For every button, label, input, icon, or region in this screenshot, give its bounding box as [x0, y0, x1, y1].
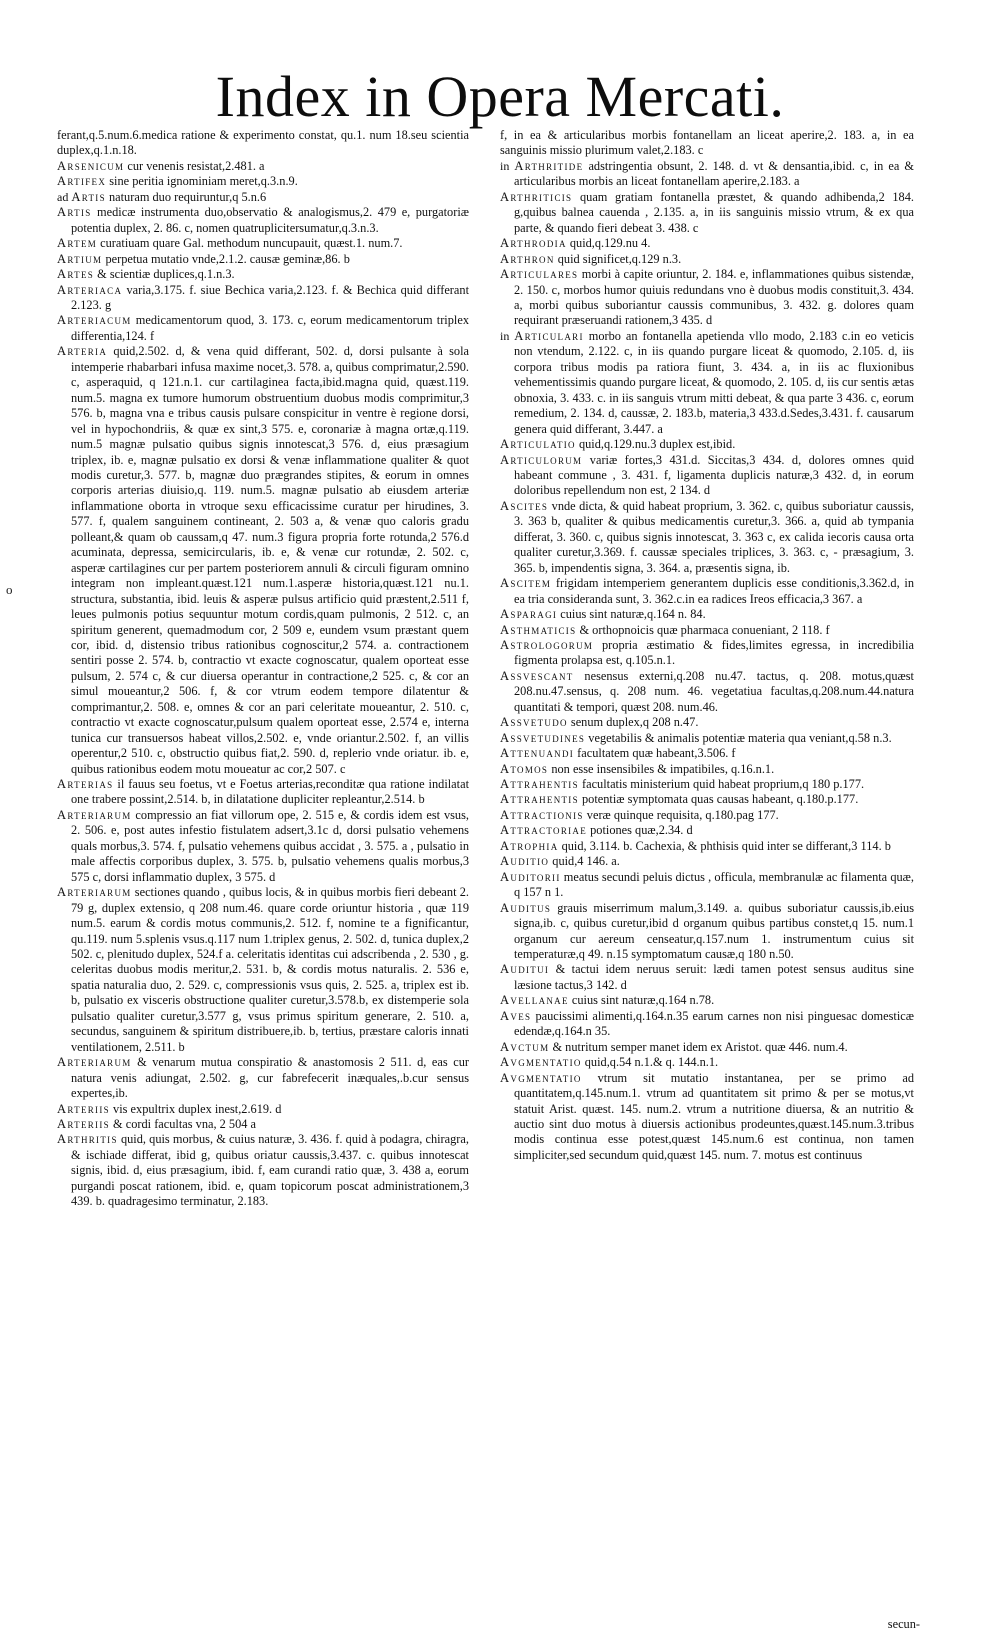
index-entry-rest: il fauus seu foetus, vt e Foetus arterias,reconditæ qua ratione indilatat one trabere possint,2.514. b, in dilatatione dupliciter repleantur,2.514. b — [71, 777, 469, 807]
index-entry-rest: variæ fortes,3 431.d. Siccitas,3 434. d, dolores omnes quid habeant commune , 3. 431. f, ligamenta duplicis naturæ,3 432. d, in eorum doloribus repellendum non est, 2 134. d — [514, 452, 914, 498]
index-entry — [500, 190, 914, 236]
index-entry-lemma: Asthmaticis — [500, 622, 577, 637]
index-entry-lemma: Attenuandi — [500, 746, 575, 761]
index-entry-lemma: Assvetudines — [500, 730, 586, 745]
index-column-right — [500, 128, 914, 1618]
index-entry-lemma: Atrophia — [500, 838, 559, 853]
index-entry-rest: vis expultrix duplex inest,2.619. d — [109, 1101, 282, 1116]
index-entry — [500, 823, 914, 838]
index-entry — [57, 1132, 469, 1209]
index-entry — [57, 1055, 469, 1101]
index-entry-rest: quid,q.54 n.1.& q. 144.n.1. — [581, 1055, 719, 1070]
index-entry — [57, 344, 469, 777]
index-entry-rest: sine peritia ignominiam meret,q.3.n.9. — [106, 174, 298, 189]
index-entry-rest: ferant,q.5.num.6.medica ratione & experimento constat, qu.1. num 18.seu scientia duplex,q.1.n.18. — [57, 128, 469, 158]
index-entry-rest: morbi à capite oriuntur, 2. 184. e, inflammationes quibus sistendæ, 2. 150. c, morbos humor quiuis redundans vno è duobus modis constituit,3. 434. a, morbi quibus suboriantur caussis communibus, 3. 432. g. dolores quam requirant præseruandi rationem,3 435. d — [514, 267, 914, 328]
index-entry-lemma: Arteria — [57, 344, 108, 359]
index-entry-pre: in — [500, 328, 515, 343]
index-entry-rest: & tactui idem neruus seruit: lædi tamen potest sensus auditus sine læsione tactus,3 142. d — [514, 962, 914, 992]
index-entry — [57, 267, 469, 282]
index-entry-lemma: Arthritis — [57, 1132, 118, 1147]
index-entry-rest: quam gratiam fontanella præstet, & quando adhibenda,2 184. g,quibus balnea cauenda , 2.135. a, in iis sanguinis missio vtrum, & ex qua parte, & quando fieri debeat 3. 438. c — [514, 189, 914, 235]
index-entry-rest: f, in ea & articularibus morbis fontanellam an liceat aperire,2. 183. a, in ea sanguinis missio plurimum valet,2.183. c — [500, 128, 914, 158]
index-entry-lemma: Attrahentis — [500, 792, 579, 807]
index-entry — [500, 854, 914, 869]
page-title: Index in Opera Mercati. — [215, 64, 785, 129]
index-entry — [57, 313, 469, 344]
index-entry-lemma: Articulorum — [500, 452, 583, 467]
index-entry — [500, 1055, 914, 1070]
index-entry-rest: perpetua mutatio vnde,2.1.2. causæ geminæ,86. b — [102, 251, 350, 266]
index-entry — [500, 236, 914, 251]
index-entry-rest: quid,2.502. d, & vena quid differant, 502. d, dorsi pulsante à sola intemperie rhabarbari infusa maxime nocet,3. 578. a, quibus comprimatur,2.590. c, asperaquid, q 121.n.1. cur cartilaginea facta,ibid.magna quid, quæst.119. num.5. magna ex tumore humorum obstruentium duobus modis comprimitur,3 576. b, magna vna e tribus causis pulsare conspicitur in ventre è regione dorsi, vel in hypochondriis, & quæ ex sint,3 575. e, coronariæ à magna ortæ,q.119. num.5 magnæ pulsatio quibus signis innotescat,3 576. d, eius præsagium triplex, ib. e, magnæ pulsatio ex dorsi & venæ inflammatione qualiter & quot modis curetur,3. 577. b, magnæ duo prægrandes stipites, & eorum in omnes corporis arterias diuisio,q. 119. num.5. magnæ pulsatio ab eiusdem arteriæ inflammatione oborta in vtroque sexu efficacissime curatur per hirudines, 3. 577. f, qualem sanguinem contineant, 2. 503 a, & venæ quo caloris gradu polleant,& quam ob caussam,q 47. num.3 figura propria forte rotunda,2 576.d acuminata, depressa, semicircularis, ib. e, & venæ cur rotundæ, 2. 502. c, asperæ cartilagines cur per partem posteriorem annuli & circuli figuram omnino integram non impleant.quæst.121 num.1.asperæ historia,quæst.121 nu.1. structura, substantia, ibid. leuis & asperæ pulsus artificio quid præstent,2.511 f, leues pulmonis potius sequuntur motum cordis,quam pulmonis, 2 512. c, an spiritum generent, quemadmodum cor, 2 509 e, eundem vsum præstant quem cor, ibid. d, distensio tribus rationibus cognoscitur,2 574. a. contractionem sentiri posse 2. 574. b, contractio vt exacte cognoscatur, qualem oporteat esse pulsum, 2. 574 c, & cur diuersa operantur in contractione,2 525. c, & cor an simul moueantur,2 506. f, & cor vtrum eodem tempore dilatentur & comprimantur,2. 508. e, omnes & cor an pari celeritate moueantur, 2. 510. c, contractio vt exacte cognoscatur,pulsum qualem oporteat esse, 2.574 e, interna tunica cur transuersos habeat villos,2.502. e, vnde oriantur.2.502. f, an villis operentur,2 510. c, obstructio quibus fiat,2. 590. d, replerio vnde oriatur. ib. e, quibus rationibus eodem motu moueatur ac cor,2 507. c — [71, 344, 469, 776]
index-entry-lemma: Articulatio — [500, 437, 576, 452]
index-entry — [500, 329, 914, 437]
index-entry — [57, 1102, 469, 1117]
index-entry — [57, 1117, 469, 1132]
index-entry — [500, 128, 914, 159]
index-entry-lemma: Arteriis — [57, 1101, 110, 1116]
index-entry-lemma: Ascites — [500, 498, 549, 513]
index-entry-lemma: Arteriis — [57, 1117, 110, 1131]
index-entry — [57, 190, 469, 205]
index-entry-rest: quid significet,q.129 n.3. — [554, 251, 682, 266]
index-entry-rest: vnde dicta, & quid habeat proprium, 3. 362. c, quibus suboriatur caussis, 3. 363 b, qualiter & quibus medicamentis curetur,3. 366. a, quid ab tympania differat, 3. 360. c, quibus signis innotescat, 3. 363 c, ex calida iecoris causa orta qualiter curetur,3.369. f. caussæ speciales triplices, 3. 363. c, - præsagium, 3. 365. b, impendentis signa, 3. 364. a, præsentis signa, ib. — [514, 498, 914, 575]
index-entry — [57, 174, 469, 189]
index-entry-lemma: Avctum — [500, 1039, 550, 1054]
index-entry-rest: compressio an fiat villorum ope, 2. 515 e, & cordis idem est vsus, 2. 506. e, post autes infestio fistulatem adsert,3.1c d, dorsi pulsatio vehemens quals morbus,3. 574. f, pulsatio vehemens quibus accidat , 3. 575. a , pulsatio in male affectis corporibus duplex, 3. 575. b, pulsatio vehemens qualis morbus,3 575 c, dorsi inflammatio duplex, 3 575. d — [71, 807, 469, 884]
index-entry-rest: quid, 3.114. b. Cachexia, & phthisis quid inter se differant,3 114. b — [558, 838, 891, 853]
index-entry-lemma: Auditorii — [500, 869, 561, 884]
index-entry-lemma: Arteriarum — [57, 1055, 132, 1070]
index-entry-lemma: Assvescant — [500, 668, 574, 683]
index-entry — [500, 731, 914, 746]
index-entry — [500, 1040, 914, 1055]
index-entry-lemma: Attractoriae — [500, 823, 588, 838]
index-entry — [57, 777, 469, 808]
index-entry-rest: & nutritum semper manet idem ex Aristot. quæ 446. num.4. — [549, 1039, 848, 1054]
index-entry-lemma: Articulares — [500, 267, 579, 282]
index-entry-lemma: Astrologorum — [500, 637, 594, 652]
index-entry-lemma: Artium — [57, 251, 103, 266]
margin-mark: o — [6, 582, 13, 597]
index-entry-rest: frigidam intemperiem generantem duplicis esse conditionis,3.362.d, in ea tria consideranda sunt, 3. 362.c.in ea radices Ireos efficacia,3 367. a — [514, 576, 914, 606]
index-entry-lemma: Atomos — [500, 761, 549, 776]
index-entry — [57, 236, 469, 251]
index-entry-lemma: Arteriaca — [57, 282, 123, 297]
index-column-left — [57, 128, 469, 1618]
index-entry — [500, 808, 914, 823]
index-entry — [500, 638, 914, 669]
index-entry — [500, 870, 914, 901]
index-entry-rest: facultatis ministerium quid habeat proprium,q 180 p.177. — [578, 777, 865, 792]
index-entry — [57, 159, 469, 174]
index-entry-rest: veræ quinque requisita, q.180.pag 177. — [583, 807, 779, 822]
index-entry-rest: varia,3.175. f. siue Bechica varia,2.123. f. & Bechica quid differant 2.123. g — [71, 282, 469, 312]
index-entry-lemma: Avellanae — [500, 993, 569, 1008]
index-entry — [500, 746, 914, 761]
index-entry-rest: quid,q.129.nu.3 duplex est,ibid. — [575, 437, 736, 452]
index-entry-rest: quid, quis morbus, & cuius naturæ, 3. 436. f. quid à podagra, chiragra, & ischiade differat, ibid g, quibus oriatur caussis,3.437. c. quibus innotescat signis, ibid. d, eius præsagium, ibid. f, eam curandi ratio quæ, 3. 438 a, eorum purgandi poscat rationem, ibid. e, quam topicorum poscat administrationem,3 439. b. quadragesimo terminatur, 2.183. — [71, 1132, 469, 1209]
index-entry-lemma: Avgmentatio — [500, 1070, 582, 1085]
index-entry-lemma: Auditus — [500, 900, 552, 915]
index-entry — [57, 283, 469, 314]
index-entry — [57, 128, 469, 159]
index-entry-lemma: Attractionis — [500, 807, 584, 822]
index-entry-lemma: Auditio — [500, 854, 550, 869]
index-entry-rest: sectiones quando , quibus locis, & in quibus morbis fieri debeant 2. 79 g, duplex extensio, q 208 num.46. quare corde oriuntur historia , quæ 119 num.5. earum & cordis motus communis,2. 512. f, nomine te a fignificantur, qu.119. num 5.splenis vsus.q.117 num 1.triplex genus, 2. 502. d, tunica duplex,2 502. c, plenitudo duplex, 524.f a. celeritatis identitas cui adscribenda , 2. 530 , g. celeritas duobus modis meritur,2. 531. b, & cordis motus naturalis. 2. 536 e, spatia naturalia duo, 2. 529. c, compressionis vsus quis, 2. 525. a, triplex est ib. b, pulsatio ex visceris obstructione qualiter curetur,3.578.b, ex distemperie sola pulsatio qualiter curetur,3.577 g, vsus primus spiritum generare, 2. 510. a, secundus, sanguinem & spiritum distribuere,ib. b, tertius, præstare caloris innati ventilationem, 2.511. b — [71, 885, 469, 1054]
index-entry-lemma: Aves — [500, 1008, 532, 1023]
index-entry-rest: cuius sint naturæ,q.164 n.78. — [568, 993, 715, 1008]
index-entry — [500, 607, 914, 622]
index-entry — [500, 252, 914, 267]
index-entry — [57, 885, 469, 1055]
index-entry-lemma: Arthron — [500, 251, 555, 266]
index-entry-lemma: Arthritide — [514, 158, 584, 173]
index-entry-lemma: Artem — [57, 236, 98, 251]
index-entry — [57, 252, 469, 267]
index-entry — [500, 962, 914, 993]
index-entry — [500, 267, 914, 329]
index-entry-rest: potiones quæ,2.34. d — [587, 823, 693, 838]
index-entry-lemma: Arteriacum — [57, 313, 132, 328]
index-entry-lemma: Articulari — [514, 328, 584, 343]
index-entry-rest: adstringentia obsunt, 2. 148. d. vt & densantia,ibid. c, in ea & articularibus morbis an liceat fontanellam aperire,2.183. a — [514, 158, 914, 189]
index-entry-rest: quid,4 146. a. — [549, 854, 620, 869]
index-entry-lemma: Artis — [57, 205, 92, 220]
index-entry-lemma: Attrahentis — [500, 777, 579, 792]
index-entry — [500, 993, 914, 1008]
index-entry — [500, 901, 914, 963]
index-entry-rest: medicamentorum quod, 3. 173. c, eorum medicamentorum triplex differentia,124. f — [71, 313, 469, 343]
index-entry-lemma: Avgmentatio — [500, 1055, 582, 1070]
index-entry — [500, 762, 914, 777]
index-entry — [500, 839, 914, 854]
index-entry — [57, 205, 469, 236]
index-entry-rest: & cordi facultas vna, 2 504 a — [109, 1117, 256, 1131]
index-entry-rest: cuius sint naturæ,q.164 n. 84. — [557, 607, 706, 622]
index-entry — [500, 1009, 914, 1040]
index-entry-rest: vtrum sit mutatio instantanea, per se primo ad quantitatem,q.145.num.1. vtrum ad quantitatem sit primo & per se motus,vt statuit Arist. quæst. 145. num.2. vtrum a nutritione diuersa, & an nutritio & auctio sint duo motus à diuersis actionibus prodeuntes,quæst.145.num.3.tribus modis continua esse potest,quæst 145.num.6 est continua, non tamen simpliciter,sed secundum quid,quæst 145. num. 7. motus est continuus — [514, 1070, 914, 1162]
index-entry-rest: morbo an fontanella apetienda vllo modo, 2.183 c.in eo veticis non vtendum, 2.122. c, in iis quando purgare liceat & quomodo, 2.105. d, iis corpora tribus modis pa ratiora fiunt, 3. 434. a, in iis ac fluxionibus vehementissimis quando purgare liceat, & quomodo, 2. 105. d, iis cur sentis ætas obnoxia, 3. 433. c. in iis sanguis vtrum mitti debeat, & qua parte 3 436. c, eorum remedium, 2. 134. d, caussæ, 2. 183.b, materia,3 433.d.Sedes,3.431. f. causarum genera quid differant, 3.447. a — [514, 328, 914, 436]
catchword: secun- — [887, 1617, 920, 1631]
index-entry-lemma: Arsenicum — [57, 158, 125, 173]
index-entry — [500, 499, 914, 576]
index-entry-rest: medicæ instrumenta duo,observatio & analogismus,2. 479 e, purgatoriæ potentia duplex, 2. 86. c, nomen quatruplicitersumatur,q.3.n.3. — [71, 205, 469, 235]
index-entry-rest: & venarum mutua conspiratio & anastomosis 2 511. d, eas cur natura venis adiungat, 2.502. g, cur fabrefecerit inæquales,.b.cur sensus expertes,ib. — [71, 1055, 469, 1101]
index-entry — [500, 792, 914, 807]
index-entry-rest: nesensus externi,q.208 nu.47. tactus, q. 208. motus,quæst 208.nu.47.sensus, q. 208 num. 46. vegetatiua facultas,q.208.num.44.natura quantitati & tempori, quæst 208. num.46. — [514, 668, 914, 714]
index-entry-rest: naturam duo requiruntur,q 5.n.6 — [105, 189, 267, 204]
index-entry-lemma: Arterias — [57, 777, 114, 792]
index-entry-rest: quid,q.129.nu 4. — [566, 236, 651, 251]
index-entry-lemma: Arthrodia — [500, 236, 567, 251]
index-entry — [500, 159, 914, 190]
index-entry-rest: & orthopnoicis quæ pharmaca conueniant, 2 118. f — [576, 622, 830, 637]
index-entry-rest: cur venenis resistat,2.481. a — [124, 158, 265, 173]
index-entry — [500, 623, 914, 638]
index-entry-lemma: Asparagi — [500, 607, 558, 622]
index-entry-rest: propria æstimatio & fides,limites egressa, in incredibilia figmenta prolapsa est, q.105.n.1. — [514, 637, 914, 668]
index-entry-rest: non esse insensibiles & impatibiles, q.16.n.1. — [548, 761, 775, 776]
index-entry-lemma: Arthriticis — [500, 189, 573, 204]
index-entry — [500, 453, 914, 499]
index-entry — [57, 808, 469, 885]
index-entry-rest: senum duplex,q 208 n.47. — [567, 715, 699, 730]
index-entry-lemma: Arteriarum — [57, 807, 132, 822]
index-entry-rest: facultatem quæ habeant,3.506. f — [574, 746, 736, 761]
index-entry-lemma: Artis — [71, 189, 106, 204]
index-entry-lemma: Artifex — [57, 174, 107, 189]
index-entry-rest: potentiæ symptomata quas causas habeant, q.180.p.177. — [578, 792, 859, 807]
index-entry-pre: in — [500, 158, 515, 173]
index-entry — [500, 576, 914, 607]
index-entry-lemma: Assvetudo — [500, 715, 568, 730]
index-entry-rest: curatiuam quare Gal. methodum nuncupauit, quæst.1. num.7. — [97, 236, 403, 251]
index-entry — [500, 777, 914, 792]
index-entry-rest: vegetabilis & animalis potentiæ materia qua veniant,q.58 n.3. — [585, 730, 892, 745]
index-entry-rest: & scientiæ duplices,q.1.n.3. — [94, 267, 235, 282]
index-entry-rest: paucissimi alimenti,q.164.n.35 earum carnes non nisi pinguesac domesticæ edendæ,q.164.n 35. — [514, 1008, 914, 1039]
index-entry — [500, 437, 914, 452]
index-entry-rest: grauis miserrimum malum,3.149. a. quibus suboriatur caussis,ib.eius signa,ib. c, quibus curetur,ibid d organum quibus partibus constet,q 15. num.1 organum cur aereum censeatur,q.157.num 1. instrumentum cuius sit temperaturæ,q 49. n.15 symptomatum causæ,q 180 n.50. — [514, 900, 914, 962]
index-entry — [500, 669, 914, 715]
index-entry-lemma: Artes — [57, 267, 95, 282]
index-entry-lemma: Arteriarum — [57, 885, 132, 900]
index-entry-rest: meatus secundi peluis dictus , officula, membranulæ ac filamenta quæ, q 157 n 1. — [514, 869, 914, 900]
index-entry — [500, 715, 914, 730]
index-entry-pre: ad — [57, 189, 72, 204]
index-entry — [500, 1071, 914, 1164]
index-entry-lemma: Ascitem — [500, 576, 552, 591]
index-entry-lemma: Auditui — [500, 962, 550, 977]
